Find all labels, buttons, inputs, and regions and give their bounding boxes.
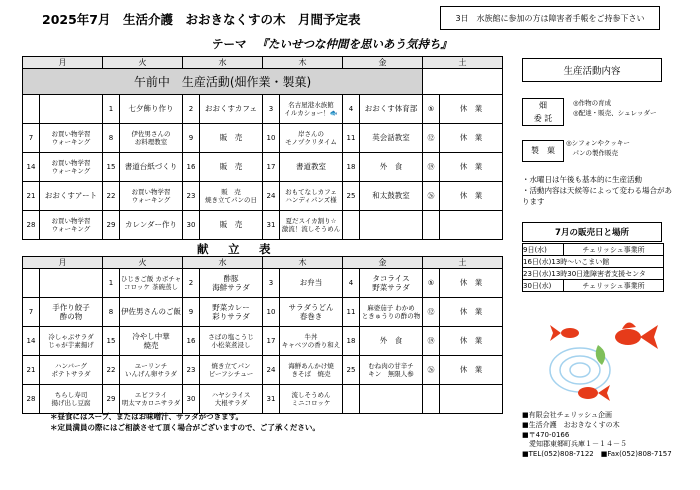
date-number: ㉖: [423, 356, 440, 385]
calendar-header-row: [23, 57, 503, 69]
date-number: 25: [343, 356, 360, 385]
day-header: 土: [423, 257, 503, 269]
date-number: 11: [343, 298, 360, 327]
activity-item: 休 業: [440, 153, 503, 182]
menu-item: ひじきご飯 カボチャ コロッケ 茶碗蒸し: [120, 269, 183, 298]
day-header: 土: [423, 57, 503, 69]
activity-item: おおくすカフェ: [200, 95, 263, 124]
production-title: 生産活動内容: [522, 58, 662, 82]
sales-row: [523, 268, 664, 280]
date-number: 21: [23, 182, 40, 211]
menu-item: エビフライ 明太マカロニサラダ: [120, 385, 183, 414]
date-number: ⑤: [423, 95, 440, 124]
date-number: 7: [23, 124, 40, 153]
menu-row: [23, 269, 503, 298]
date-number: [423, 385, 440, 414]
date-number: 24: [263, 356, 280, 385]
calendar-row: [23, 95, 503, 124]
date-number: 9: [183, 298, 200, 327]
activity-item: 七夕飾り作り: [120, 95, 183, 124]
date-number: [23, 269, 40, 298]
activity-item: 外 食: [360, 153, 423, 182]
menu-item: さばの塩こうじ 小松菜煮浸し: [200, 327, 263, 356]
activity-item: カレンダー作り: [120, 211, 183, 240]
menu-item: 流しそうめん ミニコロッケ: [280, 385, 343, 414]
date-number: ⑫: [423, 124, 440, 153]
menu-item: 休 業: [440, 269, 503, 298]
menu-item: 野菜カレー 彩りサラダ: [200, 298, 263, 327]
activity-item: 和太鼓教室: [360, 182, 423, 211]
sales-title: 7月の販売日と場所: [522, 222, 662, 242]
menu-item: 海鮮あんかけ焼 きそば 焼売: [280, 356, 343, 385]
sales-place: チェリッシュ事業所: [564, 244, 664, 256]
calendar-row: [23, 211, 503, 240]
activity-item: 販 売: [200, 211, 263, 240]
activity-item: 岸さんの モノヅクリタイム: [280, 124, 343, 153]
sales-row: [523, 256, 664, 268]
menu-header-row: [23, 257, 503, 269]
menu-row: [23, 327, 503, 356]
activity-item: 休 業: [440, 124, 503, 153]
date-number: 14: [23, 153, 40, 182]
menu-item: 休 業: [440, 327, 503, 356]
date-number: 14: [23, 327, 40, 356]
menu-item: サラダうどん 春巻き: [280, 298, 343, 327]
activity-item: 休 業: [440, 95, 503, 124]
date-number: 31: [263, 211, 280, 240]
contact-line: ■生活介護 おおきなくすの木: [522, 420, 620, 429]
activity-item: 夏だスイカ割り☆ 激流！流しそうめん: [280, 211, 343, 240]
sweets-description: ◎シフォンやクッキー パンの製作販売: [566, 139, 630, 158]
production-notes: [522, 175, 672, 208]
goldfish-icon: [550, 325, 579, 341]
day-header: 金: [343, 57, 423, 69]
calendar-row: [23, 124, 503, 153]
calendar-row: [23, 153, 503, 182]
calendar-row: [23, 182, 503, 211]
production-note: ・水曜日は午後も基本的に生産活動: [522, 175, 642, 184]
theme-label: テーマ: [212, 37, 247, 51]
field-description: ◎作物の育成 ◎配達・販売、シュレッダー: [573, 99, 657, 118]
date-number: 4: [343, 95, 360, 124]
menu-item: 酢豚 海鮮サラダ: [200, 269, 263, 298]
activity-item: おもてなしカフェ ハンディパンズ様: [280, 182, 343, 211]
day-header: 木: [263, 57, 343, 69]
date-number: 30: [183, 211, 200, 240]
date-number: 17: [263, 327, 280, 356]
sales-date: 23日(水)13時30日進障害者支援センタ: [523, 268, 664, 280]
day-header: 火: [103, 257, 183, 269]
menu-item: 冷やし中華 焼売: [120, 327, 183, 356]
date-number: 18: [343, 327, 360, 356]
date-number: 22: [103, 356, 120, 385]
goldfish-icon: [578, 385, 610, 401]
activity-item: お買い物学習 ウォーキング: [40, 153, 103, 182]
activity-item: 販 売: [200, 124, 263, 153]
contact-line: ■TEL(052)808-7122 ■Fax(052)808-7157: [522, 450, 672, 459]
contact-line: ■〒470-0166: [522, 430, 570, 439]
banner-row: [23, 69, 503, 95]
menu-item: ちらし寿司 揚げ出し豆腐: [40, 385, 103, 414]
menu-item: 休 業: [440, 298, 503, 327]
date-number: 3: [263, 95, 280, 124]
date-number: 29: [103, 211, 120, 240]
menu-table: [22, 256, 503, 414]
production-note: ・活動内容は天候等によって変わる場合があります: [522, 185, 672, 206]
sales-table: [522, 243, 664, 292]
date-number: 16: [183, 327, 200, 356]
menu-item: お弁当: [280, 269, 343, 298]
menu-item: ユーリンチ いんげん卵サラダ: [120, 356, 183, 385]
day-header: 木: [263, 257, 343, 269]
footer-notes: [50, 411, 320, 434]
day-header: 水: [183, 57, 263, 69]
menu-row: [23, 385, 503, 414]
activity-item: お買い物学習 ウォーキング: [40, 211, 103, 240]
sales-place: チェリッシュ事業所: [564, 280, 664, 292]
menu-item: 冷しゃぶサラダ じゃが芋素揚げ: [40, 327, 103, 356]
date-number: 7: [23, 298, 40, 327]
page-title: 2025年7月 生活介護 おおきなくすの木 月間予定表: [42, 12, 361, 27]
menu-item: [360, 385, 423, 414]
activity-item: 名古屋港水族館 イルカショー！🐟: [280, 95, 343, 124]
date-number: 28: [23, 385, 40, 414]
activity-item: おおくす体育部: [360, 95, 423, 124]
footer-note: ＊定員満員の際にはご相談させて頂く場合がございますので、ご了承ください。: [50, 423, 320, 433]
menu-item: 牛丼 キャベツの香り和え: [280, 327, 343, 356]
theme-line: [212, 36, 452, 52]
date-number: ⑲: [423, 327, 440, 356]
menu-item: [40, 269, 103, 298]
activity-item: 書道教室: [280, 153, 343, 182]
menu-title: 献 立 表: [197, 242, 275, 256]
date-number: 1: [103, 95, 120, 124]
date-number: [343, 385, 360, 414]
date-number: 3: [263, 269, 280, 298]
day-header: 水: [183, 257, 263, 269]
menu-item: 伊佐男さんのご飯: [120, 298, 183, 327]
date-number: [23, 95, 40, 124]
field-label-box: 畑 委 託: [522, 98, 564, 126]
menu-item: 麻婆茄子 わかめ ときゅうりの酢の物: [360, 298, 423, 327]
menu-item: 手作り餃子 酢の物: [40, 298, 103, 327]
activity-calendar: [22, 56, 503, 240]
sales-date: 30日(水): [523, 280, 564, 292]
activity-item: 販 売 焼き立てパンの日: [200, 182, 263, 211]
activity-item: 書道台紙づくり: [120, 153, 183, 182]
date-number: 11: [343, 124, 360, 153]
menu-row: [23, 298, 503, 327]
day-header: 月: [23, 57, 103, 69]
date-number: 21: [23, 356, 40, 385]
date-number: 4: [343, 269, 360, 298]
date-number: ⑲: [423, 153, 440, 182]
activity-item: お買い物学習 ウォーキング: [120, 182, 183, 211]
activity-item: 休 業: [440, 182, 503, 211]
day-header: 火: [103, 57, 183, 69]
date-number: 15: [103, 327, 120, 356]
date-number: 2: [183, 269, 200, 298]
date-number: ⑤: [423, 269, 440, 298]
menu-item: [440, 385, 503, 414]
activity-item: おおくすアート: [40, 182, 103, 211]
menu-item: 休 業: [440, 356, 503, 385]
notice-box: 3日 水族館に参加の方は障害者手帳をご持参下さい: [440, 6, 660, 30]
activity-item: 販 売: [200, 153, 263, 182]
date-number: 2: [183, 95, 200, 124]
contact-line: ■有限会社チェリッシュ企画: [522, 411, 612, 419]
menu-item: 外 食: [360, 327, 423, 356]
date-number: 29: [103, 385, 120, 414]
goldfish-icon: [615, 322, 658, 349]
day-header: 金: [343, 257, 423, 269]
activity-item: 伊佐男さんの お料理教室: [120, 124, 183, 153]
menu-row: [23, 356, 503, 385]
date-number: 10: [263, 124, 280, 153]
activity-item: [360, 211, 423, 240]
activity-item: [40, 95, 103, 124]
date-number: 22: [103, 182, 120, 211]
date-number: 18: [343, 153, 360, 182]
sales-row: [523, 280, 664, 292]
date-number: 9: [183, 124, 200, 153]
date-number: 25: [343, 182, 360, 211]
menu-item: むね肉の甘辛チ キン 無限人参: [360, 356, 423, 385]
date-number: 23: [183, 182, 200, 211]
date-number: 15: [103, 153, 120, 182]
sweets-label-box: 製 菓: [522, 140, 564, 162]
date-number: 30: [183, 385, 200, 414]
activity-item: [440, 211, 503, 240]
date-number: 8: [103, 124, 120, 153]
theme-text: 『たいせつな仲間を思いあう気持ち』: [256, 37, 452, 51]
contact-line: 愛知郡東郷町兵庫１－１４－５: [522, 440, 627, 449]
menu-item: 焼き立てパン ビーフシチュー: [200, 356, 263, 385]
morning-activity-banner: 午前中 生産活動(畑作業・製菓): [23, 69, 423, 95]
date-number: 1: [103, 269, 120, 298]
date-number: [343, 211, 360, 240]
date-number: 24: [263, 182, 280, 211]
contact-info: [522, 411, 672, 460]
date-number: 28: [23, 211, 40, 240]
goldfish-illustration: [540, 315, 670, 410]
date-number: 10: [263, 298, 280, 327]
footer-note: ＊昼食にはスープ、またはお味噌汁、サラダがつきます。: [50, 412, 243, 421]
date-number: ⑫: [423, 298, 440, 327]
menu-item: ハヤシライス 大根サラダ: [200, 385, 263, 414]
menu-item: タコライス 野菜サラダ: [360, 269, 423, 298]
date-number: 16: [183, 153, 200, 182]
date-number: 17: [263, 153, 280, 182]
date-number: [423, 211, 440, 240]
sales-row: [523, 244, 664, 256]
date-number: 23: [183, 356, 200, 385]
menu-item: ハンバーグ ポテトサラダ: [40, 356, 103, 385]
date-number: 31: [263, 385, 280, 414]
activity-item: お買い物学習 ウォーキング: [40, 124, 103, 153]
sales-date: 9日(水): [523, 244, 564, 256]
date-number: 8: [103, 298, 120, 327]
blank-cell: [423, 69, 503, 95]
date-number: ㉖: [423, 182, 440, 211]
sales-date: 16日(水)13時～いこまい館: [523, 256, 664, 268]
day-header: 月: [23, 257, 103, 269]
activity-item: 英会話教室: [360, 124, 423, 153]
